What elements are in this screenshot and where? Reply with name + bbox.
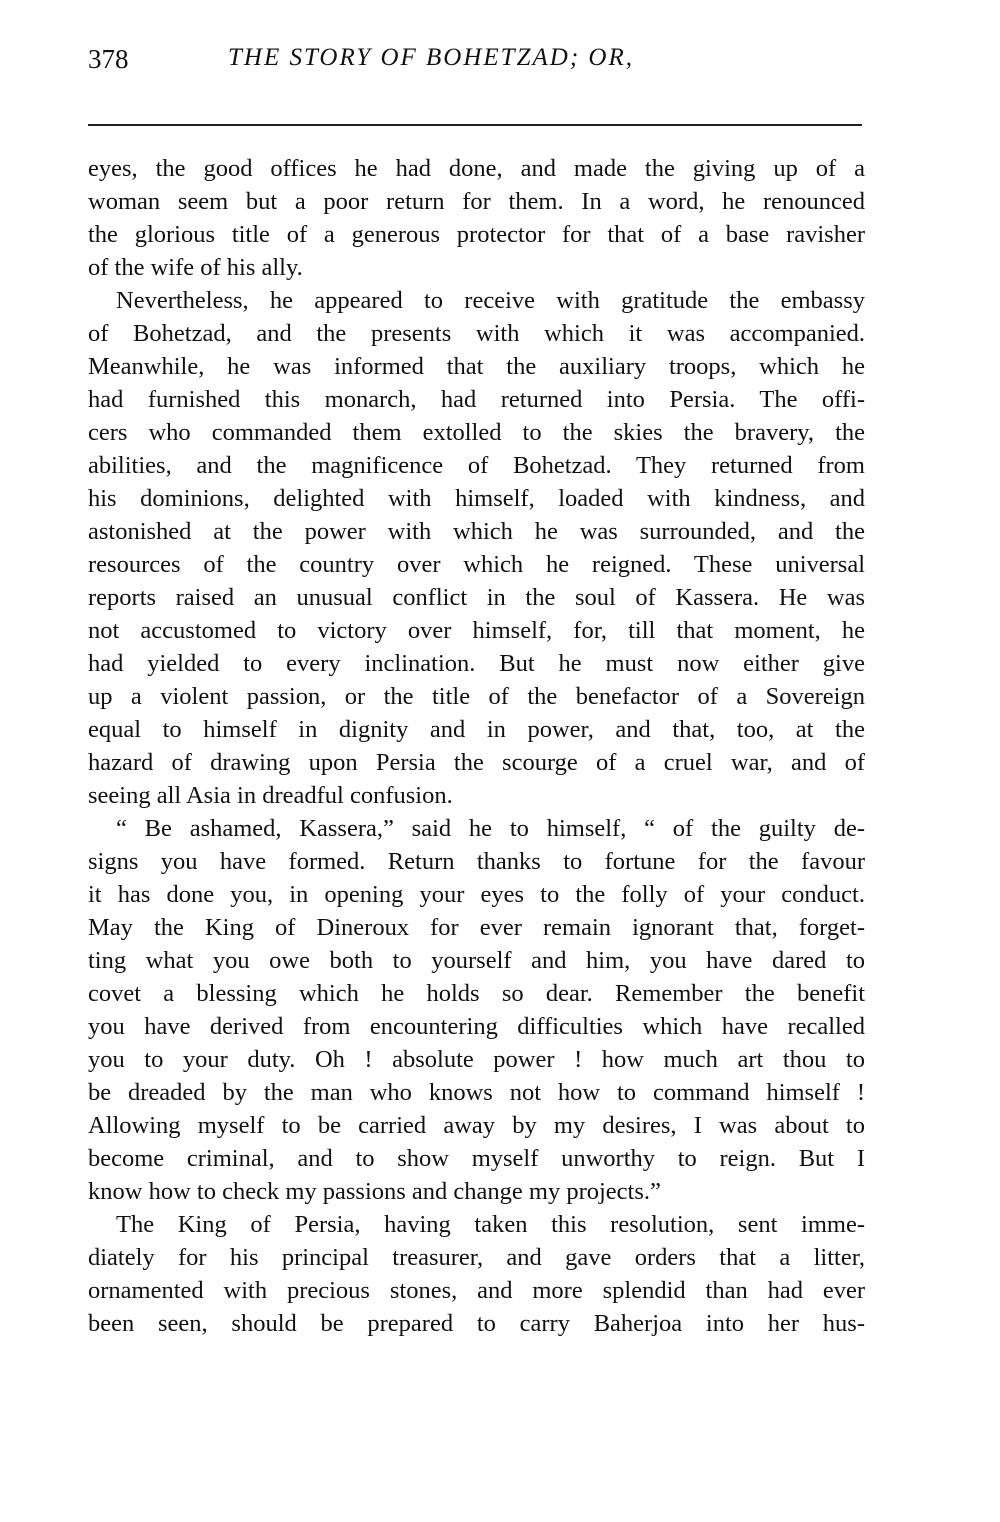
text-line: signs you have formed. Return thanks to fortune for the favour	[88, 848, 865, 875]
text-line: equal to himself in dignity and in power, and that, too, at the	[88, 716, 865, 743]
text-line: abilities, and the magnificence of Bohetzad. They returned from	[88, 452, 865, 479]
text-line: it has done you, in opening your eyes to the folly of your conduct.	[88, 881, 865, 908]
text-line: Allowing myself to be carried away by my desires, I was about to	[88, 1112, 865, 1139]
text-line: cers who commanded them extolled to the skies the bravery, the	[88, 419, 865, 446]
text-line: been seen, should be prepared to carry Baherjoa into her hus-	[88, 1310, 865, 1337]
text-line: ting what you owe both to yourself and him, you have dared to	[88, 947, 865, 974]
text-line: you have derived from encountering difficulties which have recalled	[88, 1013, 865, 1040]
text-line: resources of the country over which he reigned. These universal	[88, 551, 865, 578]
text-line: May the King of Dineroux for ever remain ignorant that, forget-	[88, 914, 865, 941]
text-line: become criminal, and to show myself unworthy to reign. But I	[88, 1145, 865, 1172]
text-line: know how to check my passions and change my projects.”	[88, 1178, 661, 1205]
text-line: of Bohetzad, and the presents with which it was accompanied.	[88, 320, 865, 347]
text-line: diately for his principal treasurer, and gave orders that a litter,	[88, 1244, 865, 1271]
text-line: “ Be ashamed, Kassera,” said he to himself, “ of the guilty de-	[116, 815, 865, 842]
text-line: covet a blessing which he holds so dear. Remember the benefit	[88, 980, 865, 1007]
text-line: Meanwhile, he was informed that the auxiliary troops, which he	[88, 353, 865, 380]
text-line: the glorious title of a generous protector for that of a base ravisher	[88, 221, 865, 248]
header-rule	[88, 124, 862, 126]
text-line: Nevertheless, he appeared to receive with gratitude the embassy	[116, 287, 865, 314]
page-number: 378	[88, 44, 129, 74]
text-line: astonished at the power with which he was surrounded, and the	[88, 518, 865, 545]
running-title: THE STORY OF BOHETZAD; OR,	[228, 44, 634, 71]
text-line: had yielded to every inclination. But he must now either give	[88, 650, 865, 677]
text-line: eyes, the good offices he had done, and made the giving up of a	[88, 155, 865, 182]
text-line: hazard of drawing upon Persia the scourge of a cruel war, and of	[88, 749, 865, 776]
text-line: had furnished this monarch, had returned into Persia. The offi-	[88, 386, 865, 413]
text-line: you to your duty. Oh ! absolute power ! how much art thou to	[88, 1046, 865, 1073]
text-line: not accustomed to victory over himself, for, till that moment, he	[88, 617, 865, 644]
text-line: up a violent passion, or the title of the benefactor of a Sovereign	[88, 683, 865, 710]
text-line: The King of Persia, having taken this resolution, sent imme-	[116, 1211, 865, 1238]
page-header	[88, 44, 865, 84]
text-line: woman seem but a poor return for them. In a word, he renounced	[88, 188, 865, 215]
text-line: seeing all Asia in dreadful confusion.	[88, 782, 453, 809]
text-line: of the wife of his ally.	[88, 254, 303, 281]
text-line: be dreaded by the man who knows not how to command himself !	[88, 1079, 865, 1106]
text-line: ornamented with precious stones, and more splendid than had ever	[88, 1277, 865, 1304]
text-line: his dominions, delighted with himself, loaded with kindness, and	[88, 485, 865, 512]
page-body	[88, 152, 865, 1340]
text-line: reports raised an unusual conflict in the soul of Kassera. He was	[88, 584, 865, 611]
